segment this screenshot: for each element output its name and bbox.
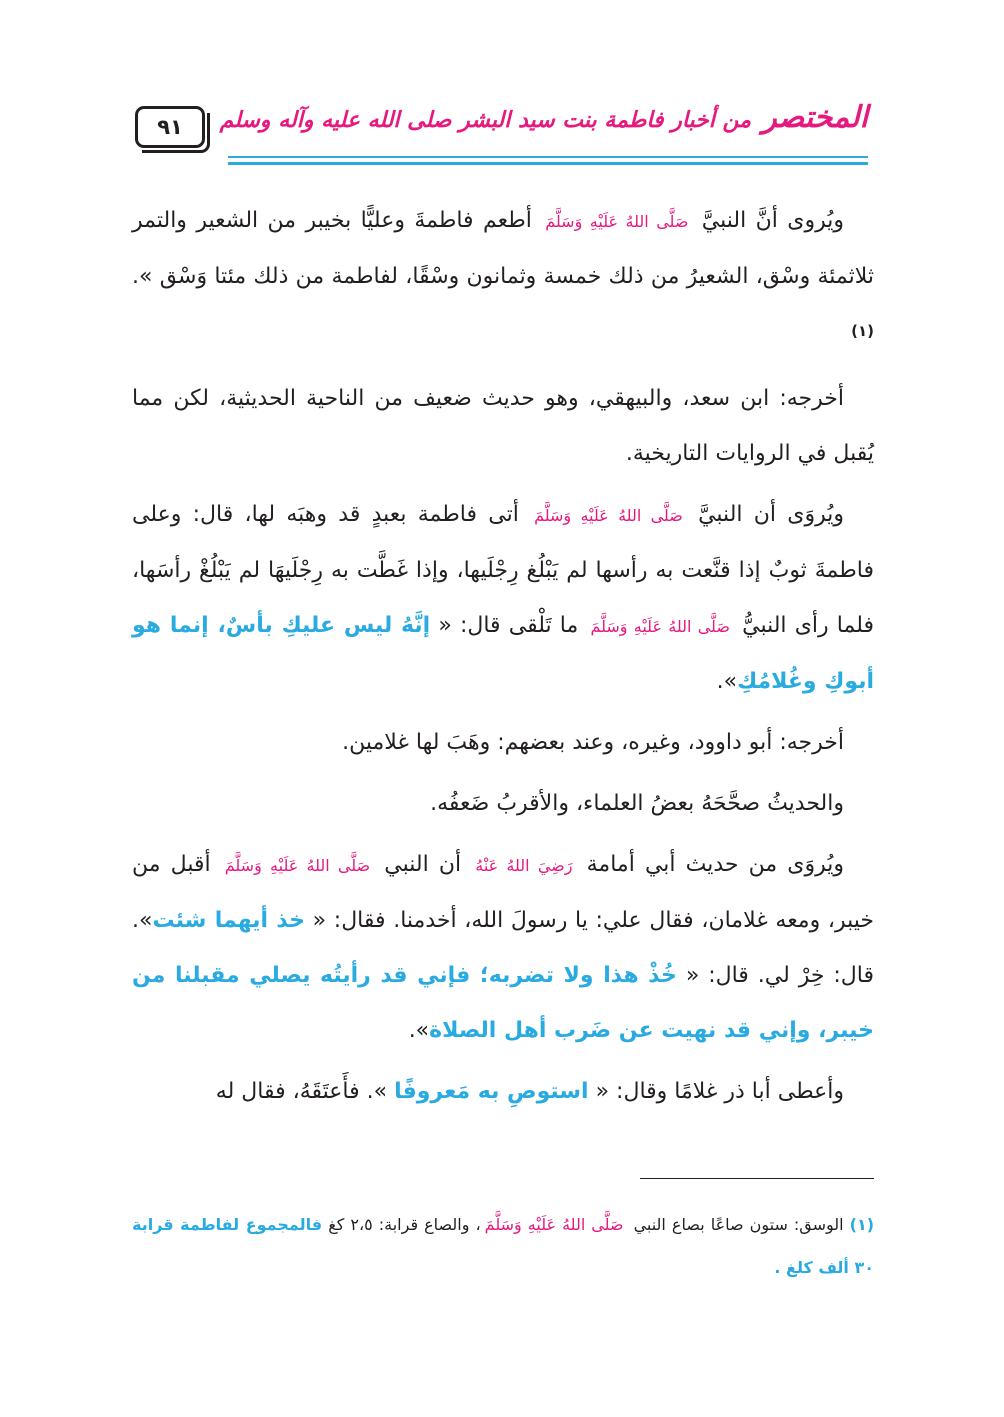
header-rule [228, 156, 868, 158]
paragraph: ويُروَى أن النبيَّ صَلَّى اللهُ عَلَيْهِ وَسَلَّمَ أتى فاطمة بعبدٍ قد وهبَه لها، قال: وعلى فاطمةَ ثوبٌ إذا قنَّعت به رأسها لم يَبْلُغ رِجْلَيها، وإذا غَطَّت به رِجْلَيهَا لم يَبْلُغْ رأسَها، فلما رأى النبيُّ صَلَّى اللهُ عَلَيْهِ وَسَلَّمَ ما تَلْقى قال: « إنَّهُ ليس عليكِ بأسٌ، إنما هو أبوكِ وغُلامُكِ». [132, 502, 875, 695]
header-rule [228, 162, 868, 165]
honorific-text: صَلَّى اللهُ عَلَيْهِ وَسَلَّمَ [484, 1215, 624, 1234]
hadith-quote: استوصِ به مَعروفًا [394, 1079, 589, 1105]
footnote-reference[interactable]: (١) [851, 322, 874, 340]
book-subtitle: من أخبار فاطمة بنت سيد البشر صلى الله عليه وآله وسلم [219, 107, 752, 133]
paragraph: أخرجه: ابن سعد، والبيهقي، وهو حديث ضعيف من الناحية الحديثية، لكن مما يُقبل في الروايات التاريخية. [132, 386, 874, 467]
footnote-emphasis: فالمجموع لفاطمة قرابة ٣٠ ألف كلغ . [132, 1215, 874, 1277]
page-body [132, 193, 874, 1125]
book-title: المختصر [762, 100, 868, 135]
paragraph: والحديثُ صحَّحَهُ بعضُ العلماء، والأقربُ ضَعفُه. [430, 791, 844, 817]
honorific-text: صَلَّى اللهُ عَلَيْهِ وَسَلَّمَ [224, 856, 371, 876]
paragraph: ويُروَى من حديث أبي أمامة رَضِيَ اللهُ عَنْهُ أن النبي صَلَّى اللهُ عَلَيْهِ وَسَلَّمَ أقبل من خيبر، ومعه غلامان، فقال علي: يا رسولَ الله، أخدمنا. فقال: « خذ أيهما شئت». قال: خِرْ لي. قال: « خُذْ هذا ولا تضربه؛ فإني قد رأيتُه يصلي مقبلنا من خيبر، وإني قد نهيت عن ضَرب أهل الصلاة». [132, 852, 875, 1044]
honorific-text: صَلَّى اللهُ عَلَيْهِ وَسَلَّمَ [590, 617, 730, 637]
honorific-text: رَضِيَ اللهُ عَنْهُ [475, 856, 573, 876]
footnote-separator [640, 1178, 874, 1179]
hadith-quote: خُذْ هذا ولا تضربه؛ فإني قد رأيتُه يصلي مقبلنا من خيبر، وإني قد نهيت عن ضَرب أهل الصلاة [132, 963, 874, 1044]
paragraph: أخرجه: أبو داوود، وغيره، وعند بعضهم: وهَبَ لها غلامين. [342, 730, 844, 756]
hadith-quote: إنَّهُ ليس عليكِ بأسٌ، إنما هو أبوكِ وغُلامُكِ [132, 613, 874, 695]
page-header [135, 98, 868, 170]
footnote: (١) الوسق: ستون صاعًا بصاع النبي صَلَّى اللهُ عَلَيْهِ وَسَلَّمَ، والصاع قرابة: ٢،٥ كغ فالمجموع لفاطمة قرابة ٣٠ ألف كلغ . [132, 1215, 875, 1277]
honorific-text: صَلَّى اللهُ عَلَيْهِ وَسَلَّمَ [545, 212, 689, 231]
paragraph: ويُروى أنَّ النبيَّ صَلَّى اللهُ عَلَيْهِ وَسَلَّمَ أطعم فاطمةَ وعليًّا بخيبر من الشعير والتمر ثلاثمئة وسْق، الشعيرُ من ذلك خمسة وثمانون وسْقًا، لفاطمة من ذلك مئتا وَسْق ». $^{(١)}$ [132, 208, 874, 340]
running-title [219, 100, 868, 152]
paragraph: وأعطى أبا ذر غلامًا وقال: « استوصِ به مَعروفًا ». فأَعتَقَهُ، فقال له [215, 1079, 844, 1105]
footnote-number: (١) [849, 1215, 875, 1234]
page-number: ٩١ [135, 106, 205, 148]
hadith-quote: خذ أيهما شئت [152, 908, 305, 934]
honorific-text: صَلَّى اللهُ عَلَيْهِ وَسَلَّمَ [534, 506, 683, 526]
